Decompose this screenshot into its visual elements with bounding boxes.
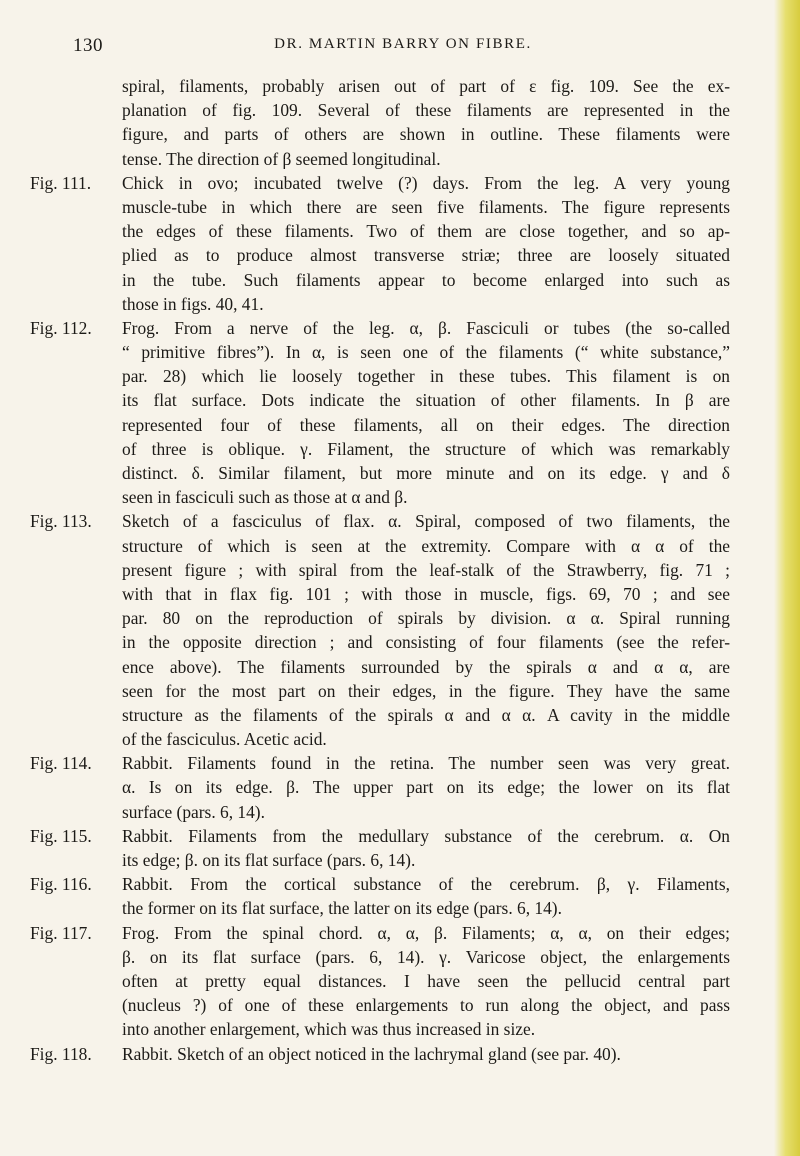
text-line: with that in flax fig. 101 ; with those in muscle, figs. 69, 70 ; and see xyxy=(122,583,730,604)
text-line: plied as to produce almost transverse striæ; three are loosely situated xyxy=(122,245,730,266)
figure-entry xyxy=(30,751,730,824)
intro-paragraph xyxy=(30,74,730,171)
text-line: figure, and parts of others are shown in outline. These filaments were xyxy=(122,124,730,145)
text-line: Sketch of a fasciculus of flax. α. Spiral, composed of two filaments, the xyxy=(122,511,730,532)
text-line: Frog. From a nerve of the leg. α, β. Fasciculi or tubes (the so-called xyxy=(122,317,730,338)
body-text xyxy=(30,74,730,1066)
figure-label: Fig. 112. xyxy=(30,317,92,338)
text-line: its edge; β. on its flat surface (pars. 6, 14). xyxy=(122,850,416,870)
text-line: the former on its flat surface, the latter on its edge (pars. 6, 14). xyxy=(122,898,562,919)
text-line: distinct. δ. Similar filament, but more minute and on its edge. γ and δ xyxy=(122,463,730,483)
text-line: Rabbit. Filaments found in the retina. The number seen was very great. xyxy=(122,753,730,774)
text-line: β. on its flat surface (pars. 6, 14). γ. Varicose object, the enlargements xyxy=(122,946,730,967)
text-line: surface (pars. 6, 14). xyxy=(122,801,265,822)
figure-entry xyxy=(30,921,730,1042)
figure-label: Fig. 115. xyxy=(30,825,92,846)
text-line: of three is oblique. γ. Filament, the structure of which was remarkably xyxy=(122,438,730,459)
running-head: DR. MARTIN BARRY ON FIBRE. xyxy=(274,36,532,52)
page-header xyxy=(73,35,733,59)
text-line: planation of fig. 109. Several of these filaments are represented in the xyxy=(122,100,730,121)
text-line: α. Is on its edge. β. The upper part on its edge; the lower on its flat xyxy=(122,777,730,798)
text-line: in the tube. Such filaments appear to become enlarged into such as xyxy=(122,269,730,290)
figure-entry xyxy=(30,1042,730,1066)
text-line: “ primitive fibres”). In α, is seen one of the filaments (“ white substance,” xyxy=(122,342,730,363)
text-line: structure of which is seen at the extremity. Compare with α α of the xyxy=(122,535,730,556)
figure-label: Fig. 114. xyxy=(30,753,92,774)
text-line: Frog. From the spinal chord. α, α, β. Filaments; α, α, on their edges; xyxy=(122,922,730,943)
figure-label: Fig. 111. xyxy=(30,172,92,193)
text-line: ence above). The filaments surrounded by the spirals α and α α, are xyxy=(122,656,730,677)
text-line: seen for the most part on their edges, in the figure. They have the same xyxy=(122,680,730,701)
figure-label: Fig. 118. xyxy=(30,1043,92,1064)
figure-label: Fig. 113. xyxy=(30,511,92,532)
text-line: its flat surface. Dots indicate the situation of other filaments. In β are xyxy=(122,390,730,411)
text-line: Rabbit. From the cortical substance of the cerebrum. β, γ. Filaments, xyxy=(122,874,730,895)
text-line: (nucleus ?) of one of these enlargements to run along the object, and pass xyxy=(122,995,730,1016)
text-line: of the fasciculus. Acetic acid. xyxy=(122,729,327,750)
text-line: par. 28) which lie loosely together in these tubes. This filament is on xyxy=(122,366,730,387)
text-line: the edges of these filaments. Two of them are close together, and so ap- xyxy=(122,221,730,242)
text-line: those in figs. 40, 41. xyxy=(122,293,264,314)
figure-entry xyxy=(30,171,730,316)
text-line: muscle-tube in which there are seen five filaments. The figure represents xyxy=(122,196,730,217)
text-line: Rabbit. Sketch of an object noticed in the lachrymal gland (see par. 40). xyxy=(122,1043,621,1064)
figure-label: Fig. 116. xyxy=(30,874,92,895)
figure-entry xyxy=(30,509,730,751)
text-line: present figure ; with spiral from the leaf-stalk of the Strawberry, fig. 71 ; xyxy=(122,559,730,580)
text-line: par. 80 on the reproduction of spirals by division. α α. Spiral running xyxy=(122,608,730,629)
text-line: Chick in ovo; incubated twelve (?) days. From the leg. A very young xyxy=(122,172,730,193)
text-line: represented four of these filaments, all on their edges. The direction xyxy=(122,414,730,435)
text-line: in the opposite direction ; and consisting of four filaments (see the refer- xyxy=(122,632,730,653)
figure-entry xyxy=(30,824,730,872)
text-line: into another enlargement, which was thus increased in size. xyxy=(122,1019,536,1040)
figure-entry xyxy=(30,316,730,510)
text-line: seen in fasciculi such as those at α and β. xyxy=(122,487,408,508)
figure-entry xyxy=(30,872,730,920)
page-edge xyxy=(774,0,800,1156)
page-number: 130 xyxy=(73,35,103,56)
text-line: Rabbit. Filaments from the medullary substance of the cerebrum. α. On xyxy=(122,825,730,846)
text-line: structure as the filaments of the spirals α and α α. A cavity in the middle xyxy=(122,704,730,725)
text-line: often at pretty equal distances. I have seen the pellucid central part xyxy=(122,970,730,991)
text-line: tense. The direction of β seemed longitudinal. xyxy=(122,148,441,169)
text-line: spiral, filaments, probably arisen out of part of ε fig. 109. See the ex- xyxy=(122,76,730,96)
figure-label: Fig. 117. xyxy=(30,922,92,943)
